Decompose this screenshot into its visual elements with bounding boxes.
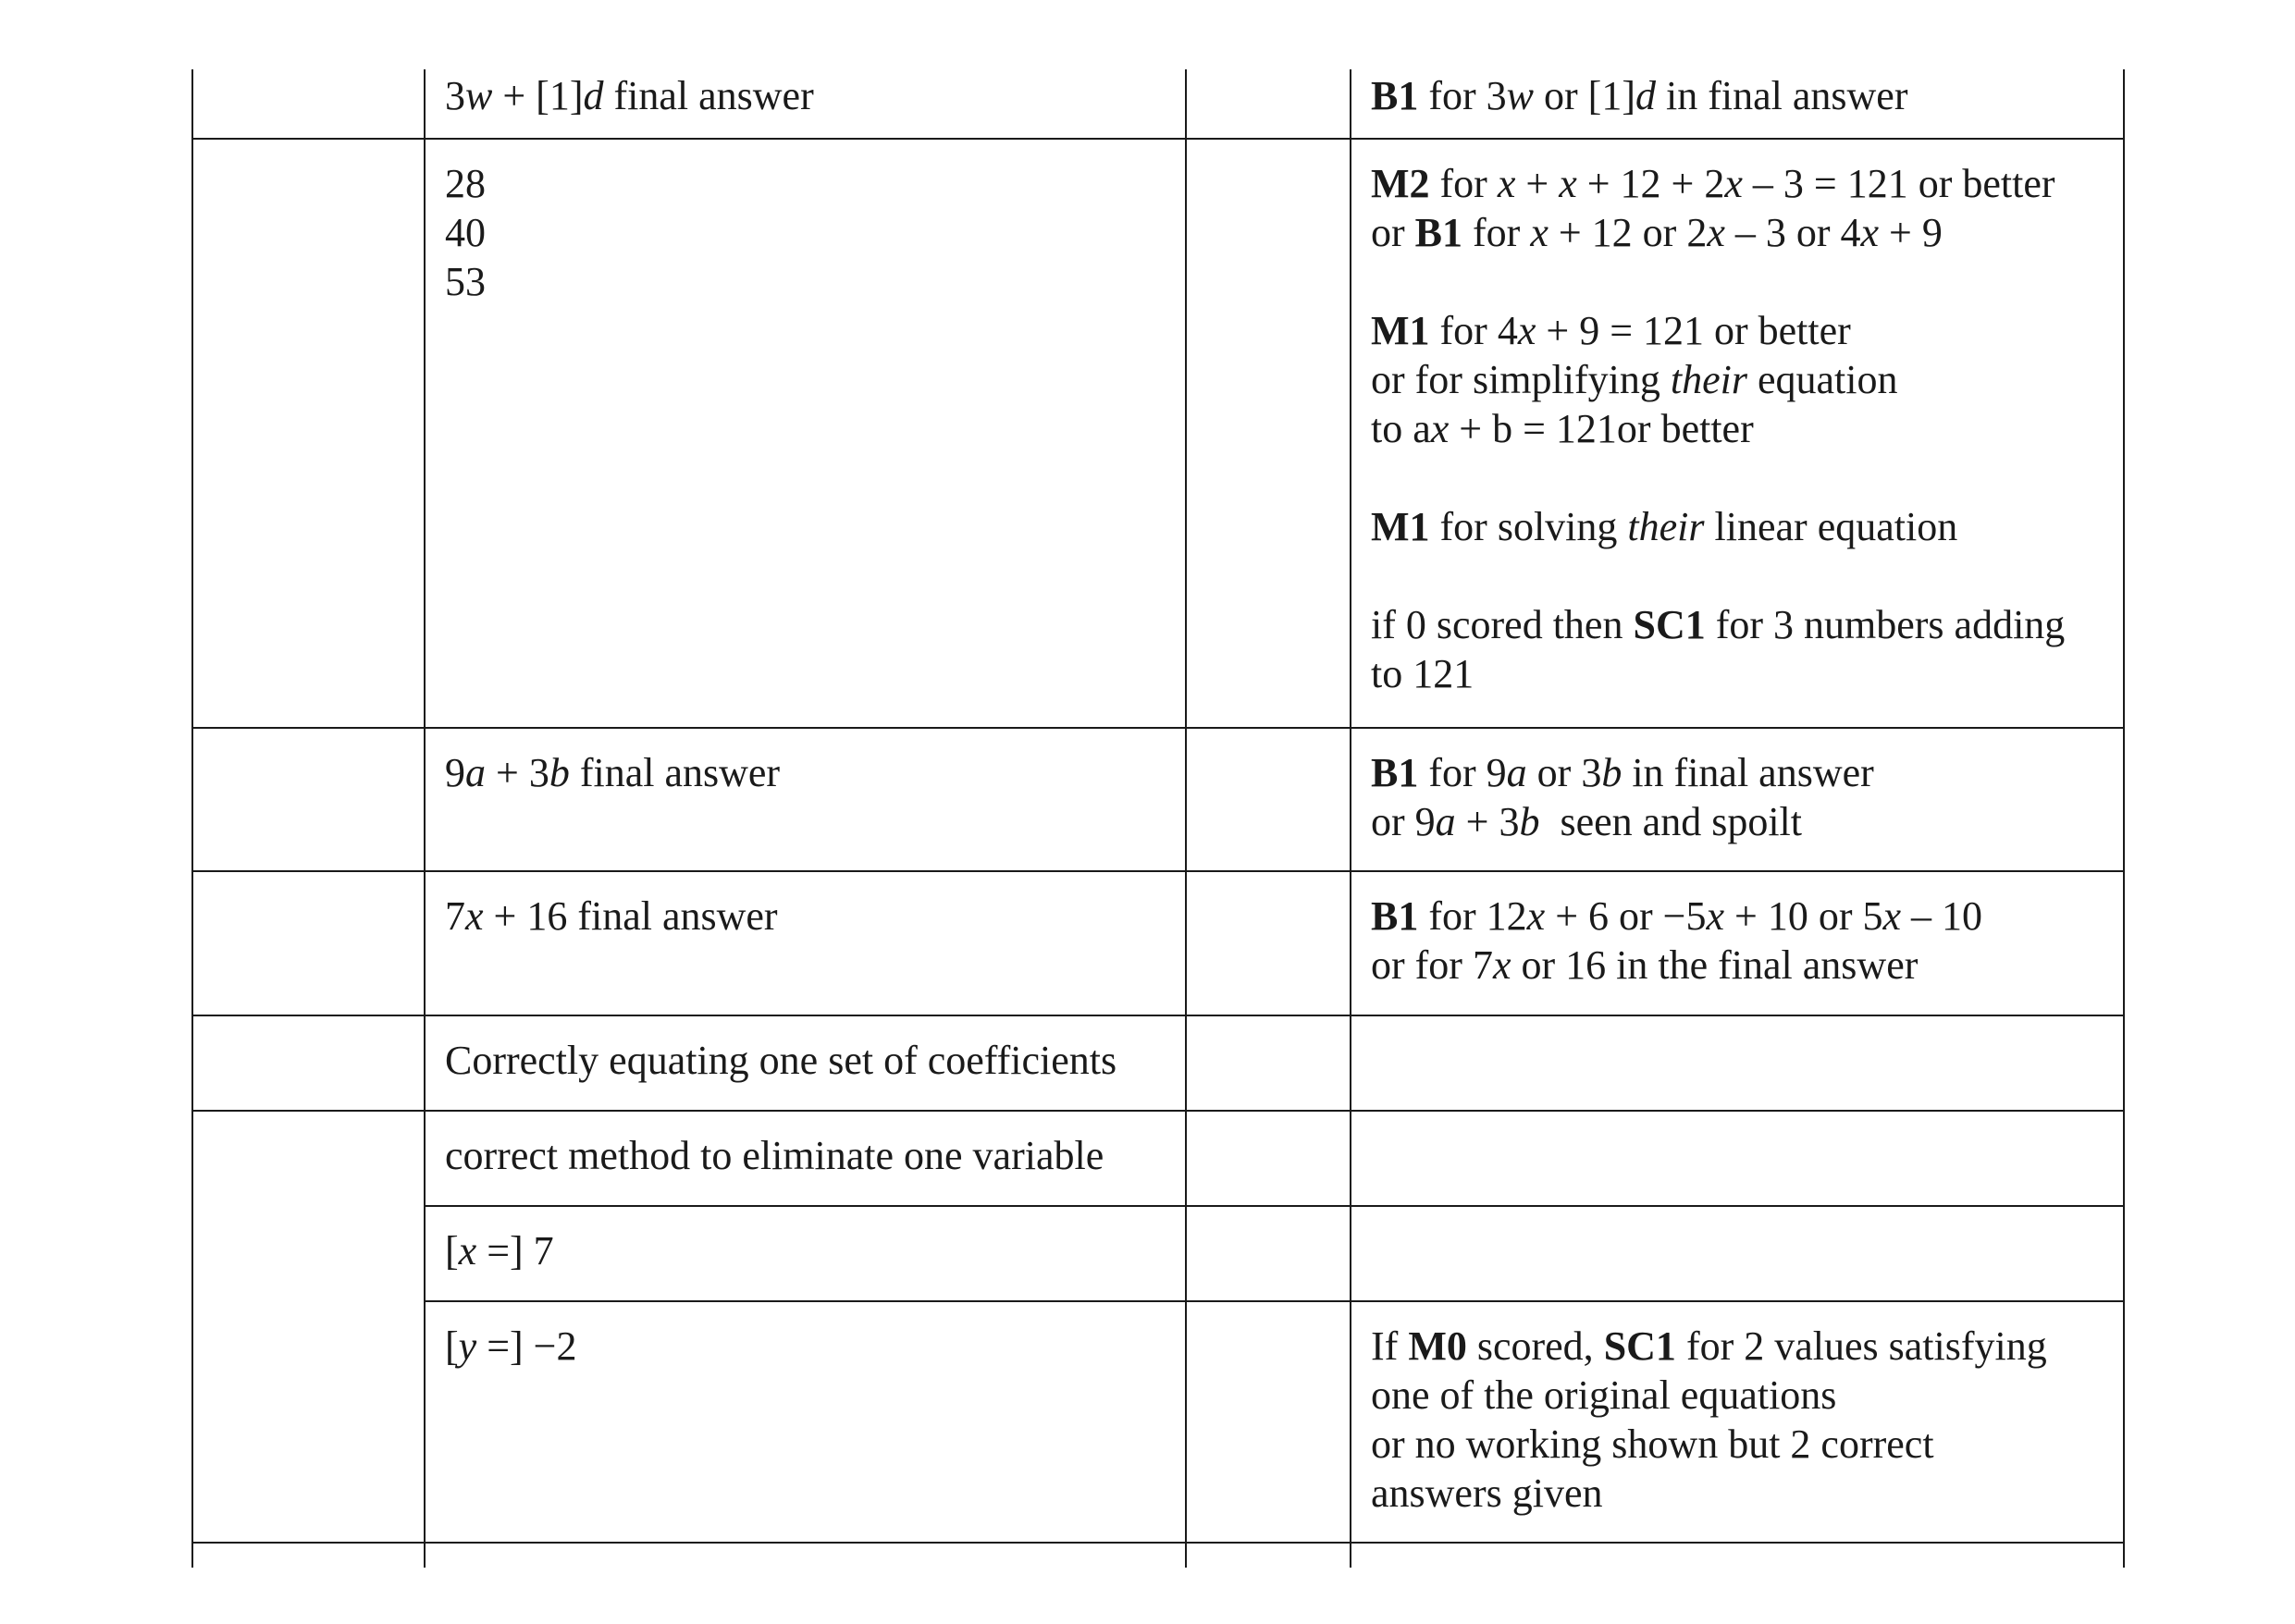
text-run: + 10 or 5: [1724, 893, 1883, 939]
guidance-line: [1371, 159, 2124, 208]
marks-cell: [1186, 892, 1351, 947]
text-run: correct method to eliminate one variable: [445, 1133, 1104, 1178]
text-run: to a: [1371, 406, 1431, 451]
marks-cell: [1186, 159, 1351, 215]
answer-value: 40: [445, 210, 486, 255]
text-run: seen and spoilt: [1539, 799, 1802, 844]
text-run: – 3 or 4: [1724, 210, 1861, 255]
marks-cell: [1186, 1131, 1351, 1206]
mark-code: B1: [1371, 893, 1419, 939]
text-run: final answer: [569, 750, 781, 795]
mark-code: M0: [1408, 1323, 1467, 1369]
math-variable: x: [1724, 161, 1743, 206]
guidance-line: [1371, 355, 2124, 404]
math-variable: their: [1670, 357, 1747, 402]
answer-cell: [425, 1322, 1186, 1543]
text-run: + 9: [1879, 210, 1943, 255]
math-variable: x: [1707, 210, 1725, 255]
text-run: + 9 = 121 or better: [1536, 308, 1851, 353]
text-run: + 6 or −5: [1545, 893, 1707, 939]
text-run: [: [445, 1323, 459, 1369]
marks-cell: [1186, 1226, 1351, 1301]
text-run: – 10: [1901, 893, 1983, 939]
answer-cell: [425, 71, 1186, 139]
guidance-cell: [1351, 71, 2124, 139]
guidance-line: [1371, 208, 2124, 257]
answer-cell: [425, 1226, 1186, 1301]
marks-cell: [1186, 71, 1351, 127]
mark-code: M2: [1371, 161, 1430, 206]
text-run: one of the original equations: [1371, 1372, 1837, 1418]
math-variable: x: [1882, 893, 1902, 939]
text-run: + 12 or 2: [1548, 210, 1708, 255]
text-run: for 9: [1418, 750, 1507, 795]
question-number: [192, 71, 425, 127]
text-run: If: [1371, 1323, 1409, 1369]
text-run: scored,: [1466, 1323, 1604, 1369]
question-number: [192, 1036, 425, 1091]
answer-cell: [425, 159, 1186, 728]
answer-cell: [425, 892, 1186, 1015]
answer-value: 53: [445, 259, 486, 304]
math-variable: a: [1435, 799, 1456, 844]
guidance-cell: [1351, 1226, 2124, 1301]
text-run: or 3: [1526, 750, 1602, 795]
math-variable: x: [1517, 308, 1536, 353]
column-rule: [191, 69, 193, 1568]
math-variable: b: [1601, 750, 1623, 795]
text-run: +: [1515, 161, 1560, 206]
math-variable: x: [465, 893, 484, 939]
text-run: equation: [1746, 357, 1898, 402]
text-run: in final answer: [1656, 73, 1908, 118]
guidance-line: [1371, 748, 2124, 797]
blank-line: [1371, 453, 2124, 502]
text-run: 9: [445, 750, 465, 795]
math-variable: w: [1506, 73, 1535, 118]
question-number: [192, 748, 425, 804]
guidance-line: [1371, 1371, 2124, 1420]
text-run: + [1]: [492, 73, 584, 118]
guidance-line: [1371, 941, 2124, 990]
answer-cell: [425, 1036, 1186, 1111]
text-run: for 4: [1429, 308, 1518, 353]
text-run: 3: [445, 73, 465, 118]
text-run: or [1]: [1534, 73, 1635, 118]
marks-cell: [1186, 1036, 1351, 1111]
guidance-cell: [1351, 159, 2124, 728]
marks-cell: [1186, 748, 1351, 804]
answer-value: 28: [445, 161, 486, 206]
mark-code: SC1: [1633, 602, 1706, 647]
text-run: – 3 = 121 or better: [1742, 161, 2055, 206]
guidance-line: [1371, 649, 2124, 698]
guidance-cell: [1351, 1322, 2124, 1543]
text-run: final answer: [603, 73, 814, 118]
text-run: + 12 + 2: [1576, 161, 1725, 206]
math-variable: x: [1492, 942, 1511, 988]
text-run: to 121: [1371, 651, 1474, 696]
math-variable: d: [1635, 73, 1656, 118]
question-number: [192, 159, 425, 215]
math-variable: b: [1519, 799, 1540, 844]
math-variable: y: [458, 1323, 477, 1369]
math-variable: x: [1430, 406, 1450, 451]
guidance-line: [1371, 404, 2124, 453]
math-variable: x: [1706, 893, 1725, 939]
guidance-cell: [1351, 748, 2124, 871]
guidance-cell: [1351, 1036, 2124, 1111]
text-run: answers given: [1371, 1470, 1603, 1516]
text-run: for: [1462, 210, 1531, 255]
mark-code: SC1: [1603, 1323, 1676, 1369]
text-run: or: [1371, 210, 1415, 255]
answer-cell: [425, 748, 1186, 871]
text-run: for solving: [1429, 504, 1628, 549]
text-run: for: [1429, 161, 1498, 206]
text-run: for 2 values satisfying: [1675, 1323, 2047, 1369]
math-variable: x: [1497, 161, 1516, 206]
math-variable: x: [1559, 161, 1577, 206]
text-run: or 16 in the final answer: [1511, 942, 1919, 988]
math-variable: x: [1530, 210, 1549, 255]
text-run: or no working shown but 2 correct: [1371, 1421, 1934, 1467]
math-variable: x: [1860, 210, 1880, 255]
text-run: or 9: [1371, 799, 1436, 844]
guidance-line: [1371, 797, 2124, 846]
text-run: or for simplifying: [1371, 357, 1671, 402]
math-variable: a: [465, 750, 486, 795]
guidance-line: [1371, 600, 2124, 649]
text-run: for 12: [1418, 893, 1527, 939]
text-run: for 3: [1418, 73, 1507, 118]
guidance-line: [1371, 1469, 2124, 1518]
mark-code: B1: [1371, 73, 1419, 118]
mark-code: B1: [1414, 210, 1463, 255]
text-run: in final answer: [1622, 750, 1874, 795]
guidance-line: [1371, 892, 2124, 941]
guidance-line: [1371, 1322, 2124, 1371]
math-variable: x: [1526, 893, 1546, 939]
text-run: [: [445, 1228, 459, 1273]
guidance-line: [1371, 71, 2124, 120]
blank-line: [1371, 257, 2124, 306]
text-run: + b = 121or better: [1449, 406, 1754, 451]
text-run: if 0 scored then: [1371, 602, 1634, 647]
guidance-cell: [1351, 1131, 2124, 1206]
text-run: + 3: [1455, 799, 1520, 844]
text-run: for 3 numbers adding: [1705, 602, 2066, 647]
text-run: =] 7: [476, 1228, 554, 1273]
mark-code: M1: [1371, 308, 1430, 353]
text-run: or for 7: [1371, 942, 1493, 988]
text-run: + 16 final answer: [483, 893, 778, 939]
math-variable: their: [1627, 504, 1705, 549]
guidance-cell: [1351, 892, 2124, 1015]
math-variable: d: [583, 73, 604, 118]
mark-code: B1: [1371, 750, 1419, 795]
math-variable: b: [549, 750, 570, 795]
math-variable: w: [465, 73, 493, 118]
marks-cell: [1186, 1322, 1351, 1543]
text-run: linear equation: [1704, 504, 1958, 549]
guidance-line: [1371, 306, 2124, 355]
mark-code: M1: [1371, 504, 1430, 549]
math-variable: a: [1506, 750, 1527, 795]
text-run: + 3: [486, 750, 549, 795]
answer-cell: [425, 1131, 1186, 1206]
guidance-line: [1371, 1420, 2124, 1469]
blank-line: [1371, 551, 2124, 600]
text-run: =] −2: [476, 1323, 577, 1369]
guidance-line: [1371, 502, 2124, 551]
text-run: 7: [445, 893, 465, 939]
math-variable: x: [458, 1228, 477, 1273]
text-run: Correctly equating one set of coefficients: [445, 1038, 1117, 1083]
question-number: [192, 892, 425, 947]
